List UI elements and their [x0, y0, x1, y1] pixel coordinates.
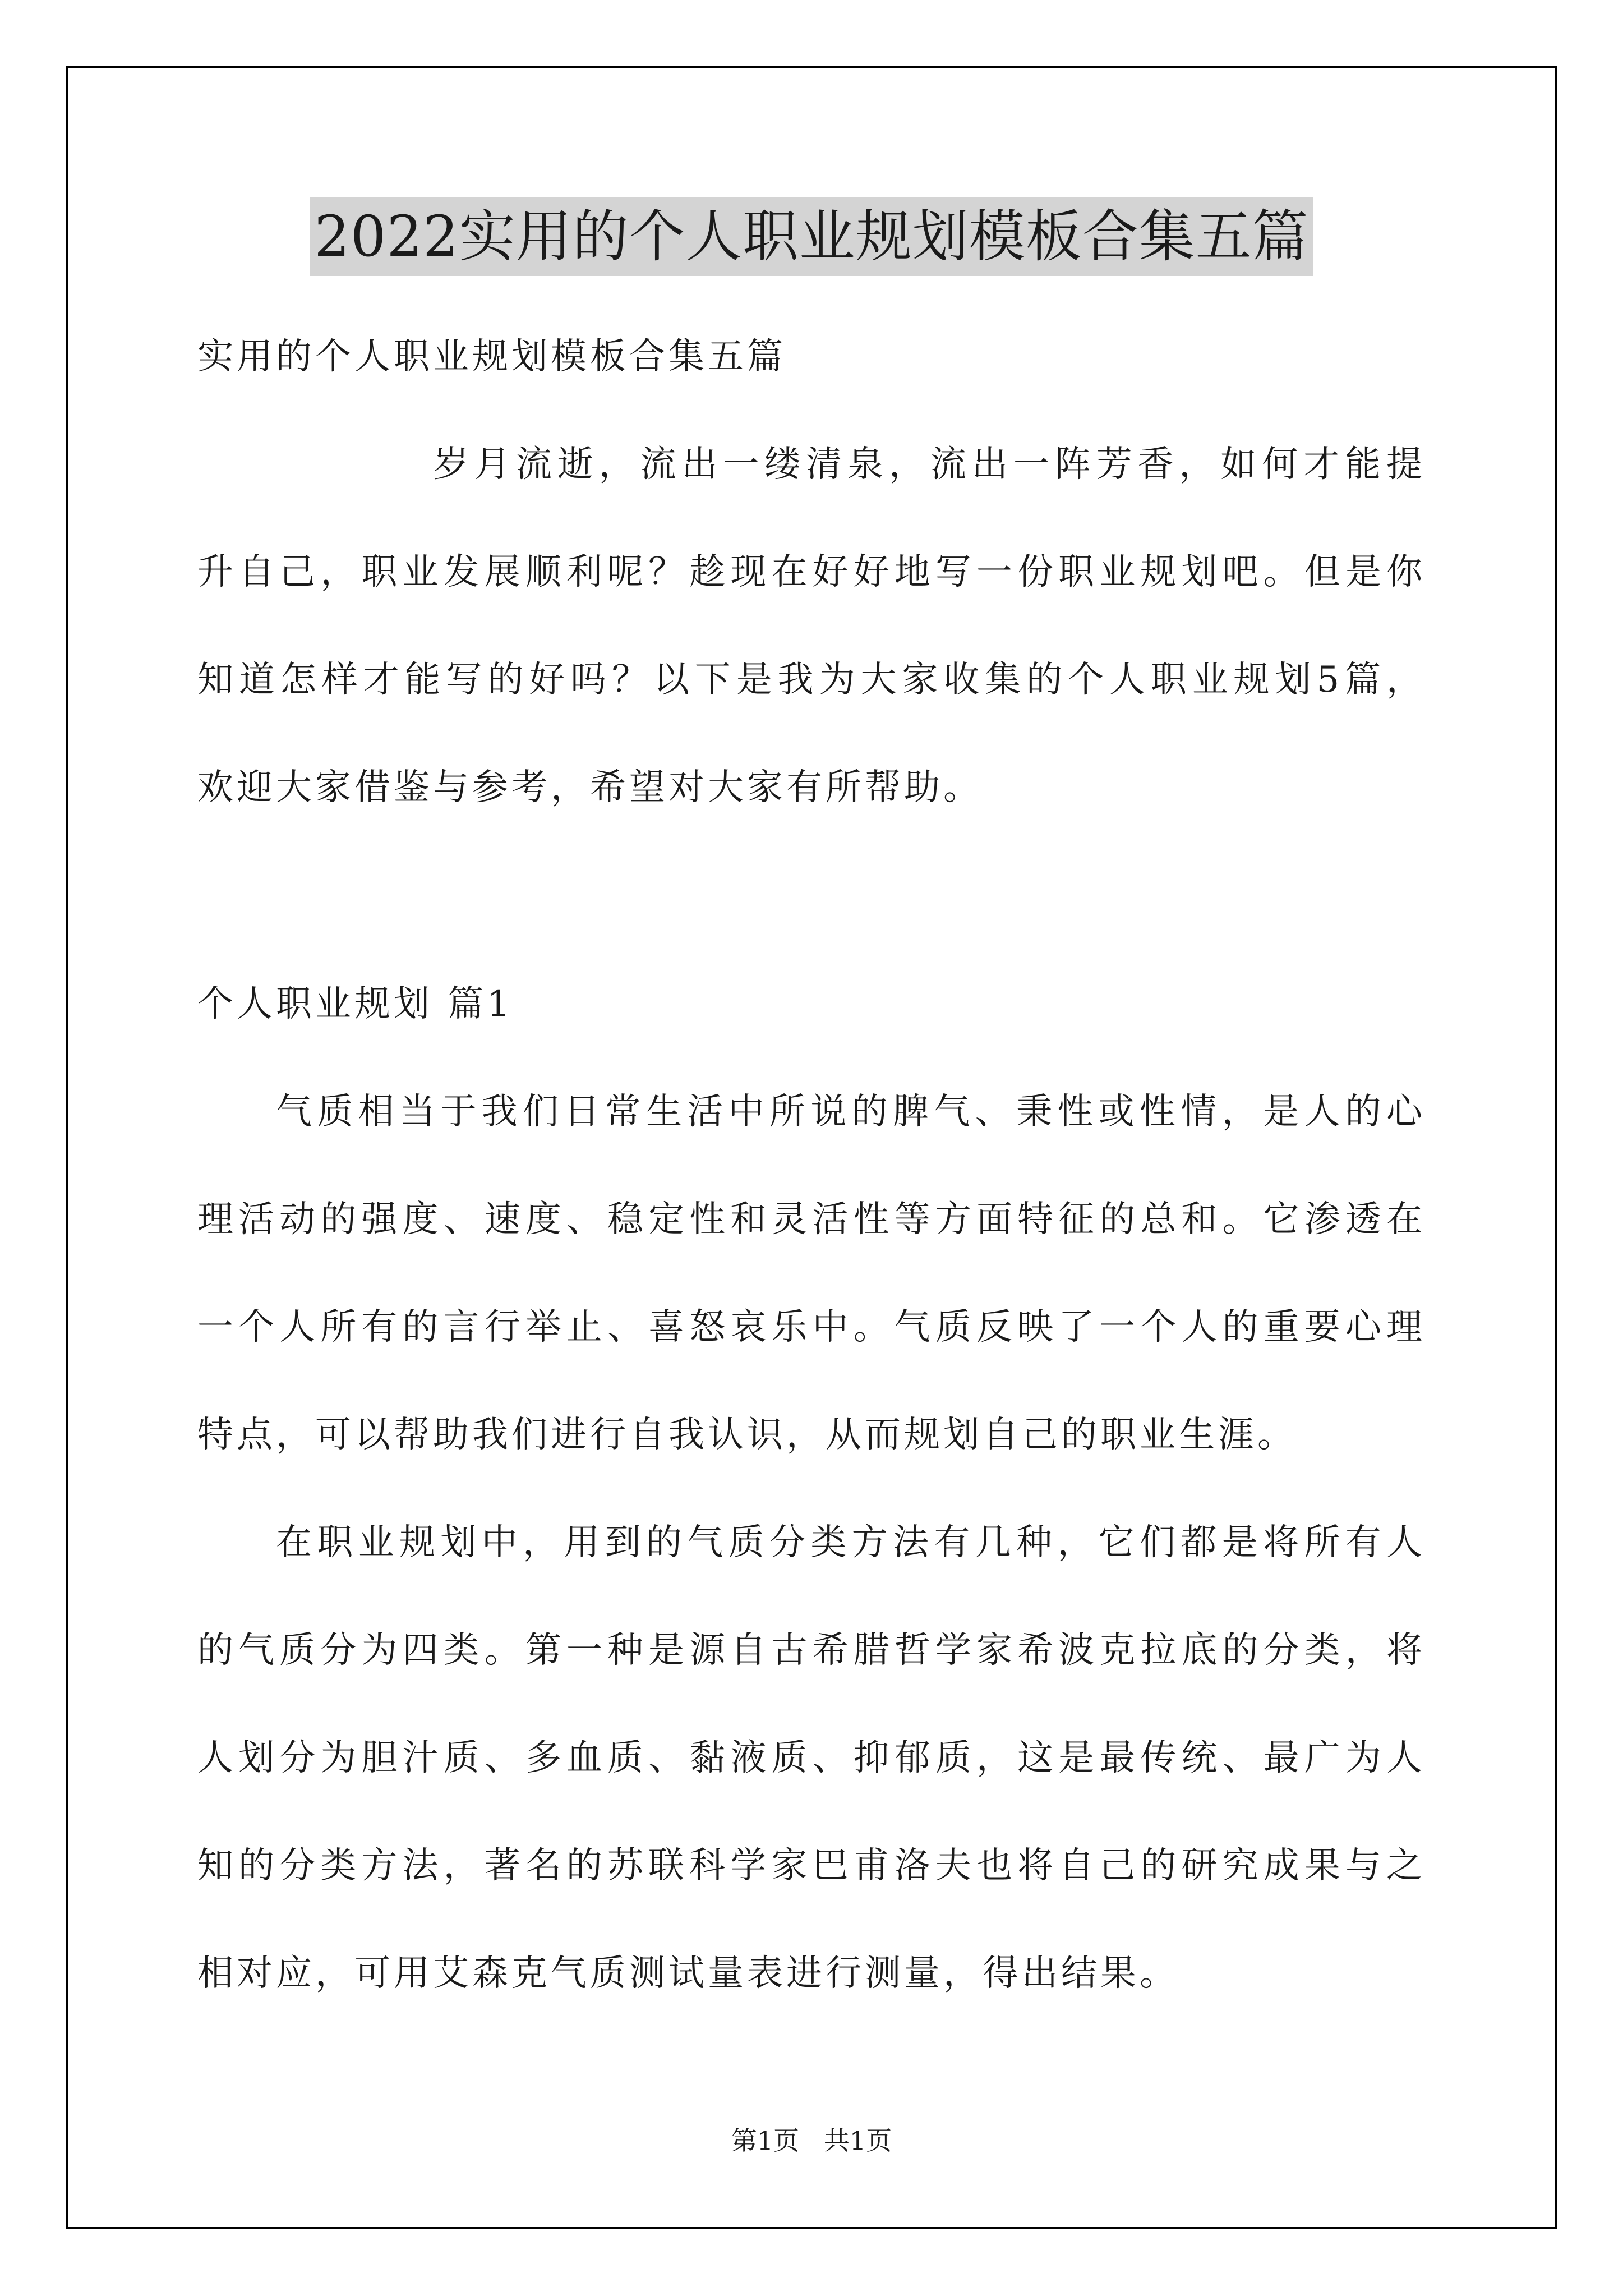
paragraph-line: 在职业规划中，用到的气质分类方法有几种，它们都是将所有人 — [276, 1522, 1426, 1563]
paragraph-line: 气质相当于我们日常生活中所说的脾气、秉性或性情，是人的心 — [276, 1091, 1426, 1133]
intro-line: 岁月流逝，流出一缕清泉，流出一阵芳香，如何才能提 — [433, 444, 1426, 485]
section-heading: 个人职业规划 篇1 — [197, 983, 514, 1025]
paragraph-line: 的气质分为四类。第一种是源自古希腊哲学家希波克拉底的分类，将 — [197, 1630, 1426, 1671]
paragraph-line: 相对应，可用艾森克气质测试量表进行测量，得出结果。 — [197, 1953, 1179, 1994]
document-body — [197, 303, 1426, 2027]
spacer — [197, 841, 1426, 950]
paragraph-line: 知的分类方法，著名的苏联科学家巴甫洛夫也将自己的研究成果与之 — [197, 1845, 1426, 1887]
paragraph-line: 特点，可以帮助我们进行自我认识，从而规划自己的职业生涯。 — [197, 1414, 1297, 1456]
paragraph-line: 人划分为胆汁质、多血质、黏液质、抑郁质，这是最传统、最广为人 — [197, 1737, 1426, 1779]
paragraph-line: 一个人所有的言行举止、喜怒哀乐中。气质反映了一个人的重要心理 — [197, 1306, 1426, 1348]
document-title: 2022实用的个人职业规划模板合集五篇 — [310, 197, 1313, 276]
intro-line: 欢迎大家借鉴与参考，希望对大家有所帮助。 — [197, 767, 983, 808]
paragraph-line: 理活动的强度、速度、稳定性和灵活性等方面特征的总和。它渗透在 — [197, 1199, 1426, 1240]
intro-line: 知道怎样才能写的好吗？以下是我为大家收集的个人职业规划5篇， — [197, 659, 1426, 701]
page-footer: 第1页 共1页 — [731, 2125, 892, 2156]
title-container — [0, 197, 1623, 276]
document-subtitle: 实用的个人职业规划模板合集五篇 — [197, 336, 786, 378]
intro-line: 升自己，职业发展顺利呢？趁现在好好地写一份职业规划吧。但是你 — [197, 551, 1426, 593]
